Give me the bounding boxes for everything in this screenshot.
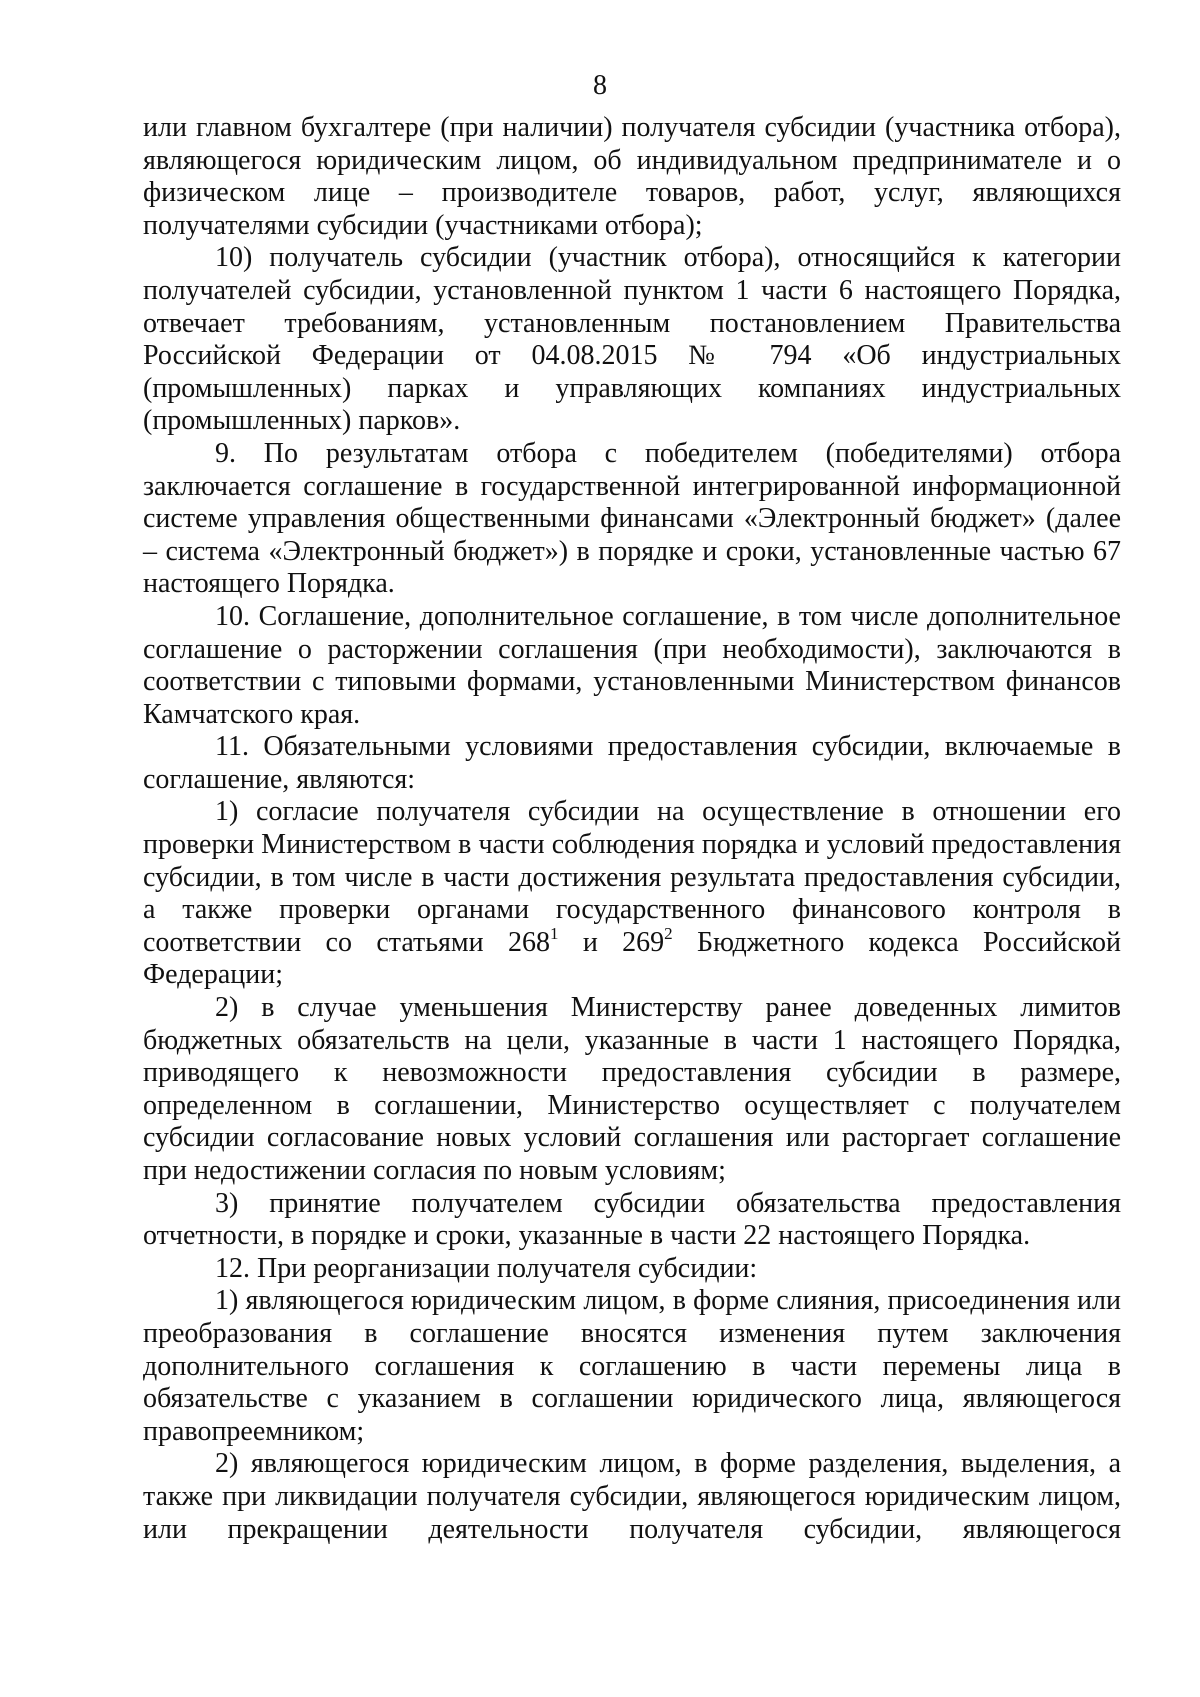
document-body: [143, 112, 1121, 1546]
paragraph-item-10: 10) получатель субсидии (участник отбора), относящийся к категории получателей субсидии, установленной пунктом 1 части 6 настоящего Порядка, отвечает требованиям, установленным постановлением Правительства Российской Федерации от 04.08.2015 № 794 «Об индустриальных (промышленных) парках и управляющих компаниях индустриальных (промышленных) парков».: [143, 242, 1121, 437]
paragraph-section-9: 9. По результатам отбора с победителем (победителями) отбора заключается соглашение в государственной интегрированной информационной системе управления общественными финансами «Электронный бюджет» (далее – система «Электронный бюджет») в порядке и сроки, установленные частью 67 настоящего Порядка.: [143, 437, 1121, 600]
paragraph-section-12-item-1: 1) являющегося юридическим лицом, в форме слияния, присоединения или преобразования в соглашение вносятся изменения путем заключения дополнительного соглашения к соглашению в части перемены лица в обязательстве с указанием в соглашении юридического лица, являющегося правопреемником;: [143, 1285, 1121, 1447]
paragraph-continuation: или главном бухгалтере (при наличии) получателя субсидии (участника отбора), являющегося юридическим лицом, об индивидуальном предпринимателе и о физическом лице – производителе товаров, работ, услуг, являющихся получателями субсидии (участниками отбора);: [143, 112, 1121, 241]
page-number: 8: [593, 70, 607, 101]
paragraph-section-12: 12. При реорганизации получателя субсидии:: [215, 1252, 758, 1284]
paragraph-section-10: 10. Соглашение, дополнительное соглашение, в том числе дополнительное соглашение о расторжении соглашения (при необходимости), заключаются в соответствии с типовыми формами, установленными Министерством финансов Камчатского края.: [143, 600, 1121, 730]
paragraph-section-11: 11. Обязательными условиями предоставления субсидии, включаемые в соглашение, являются:: [143, 731, 1121, 795]
paragraph-section-11-item-2: 2) в случае уменьшения Министерству ранее доведенных лимитов бюджетных обязательств на цели, указанные в части 1 настоящего Порядка, приводящего к невозможности предоставления субсидии в размере, определенном в соглашении, Министерство осуществляет с получателем субсидии согласование новых условий соглашения или расторгает соглашение при недостижении согласия по новым условиям;: [143, 992, 1121, 1186]
paragraph-section-11-item-3: 3) принятие получателем субсидии обязательства предоставления отчетности, в порядке и сроки, указанные в части 22 настоящего Порядка.: [143, 1187, 1121, 1252]
article-ref-269: $269^2$: [622, 923, 673, 958]
paragraph-section-11-item-1: 1) согласие получателя субсидии на осуществление в отношении его проверки Министерством в части соблюдения порядка и условий предоставления субсидии, в том числе в части достижения результата предоставления субсидии, а также проверки органами государственного финансового контроля в соответствии со статьями $268^1$ и $269^2$ Бюджетного кодекса Российской Федерации;: [143, 796, 1122, 991]
item-1-text: 1) согласие получателя субсидии на осуществление в отношении его проверки Министерством в части соблюдения порядка и условий предоставления субсидии, в том числе в части достижения результата предоставления субсидии, а также проверки органами государственного финансового контроля в соответствии со статьями: [143, 796, 1121, 958]
paragraph-section-12-item-2: 2) являющегося юридическим лицом, в форме разделения, выделения, а также при ликвидации получателя субсидии, являющегося юридическим лицом, или прекращении деятельности получателя субсидии, являющегося: [143, 1448, 1121, 1545]
article-ref-tail: Бюджетного кодекса Российской Федерации;: [143, 926, 1122, 991]
article-ref-268: $268^1$: [507, 923, 559, 958]
